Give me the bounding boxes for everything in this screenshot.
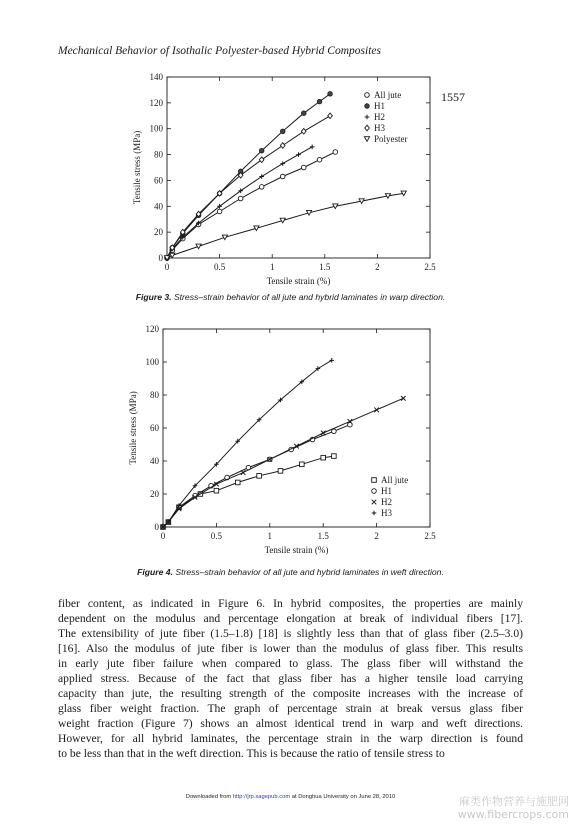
data-point-marker	[374, 408, 379, 413]
footer-suffix: at Donghua University on June 28, 2010	[290, 794, 396, 800]
text-line: weight fraction (Figure 7) shows an almost identical trend in warp and weft directions.	[58, 717, 523, 731]
text-line: dependent on the modulus and percentage elongation at break of individual fibers [17].	[58, 612, 523, 626]
data-point-marker	[365, 104, 370, 109]
data-point-marker	[170, 253, 175, 258]
data-point-marker	[280, 129, 285, 134]
data-point-marker	[301, 111, 306, 116]
data-point-marker	[301, 129, 306, 135]
x-tick-label: 0	[160, 531, 166, 541]
legend-label: H3	[374, 123, 385, 133]
y-tick-label: 100	[145, 357, 159, 367]
figure-4-caption-text: Stress–strain behavior of all jute and hybrid laminates in weft direction.	[175, 567, 444, 577]
data-point-marker	[333, 150, 338, 155]
text-line: glass fiber weight fraction. The graph of percentage strain at break versus glass fiber	[58, 702, 523, 716]
data-point-marker	[296, 152, 301, 157]
series-all-jute	[165, 150, 338, 261]
figure-3-caption	[0, 292, 581, 302]
text-line: [16]. Also the modulus of jute fiber is lower than the modulus of glass fiber. This results	[58, 642, 523, 656]
figure-3-caption-text: Stress–strain behavior of all jute and hybrid laminates in warp direction.	[173, 292, 446, 302]
series-h3	[165, 113, 333, 261]
data-point-marker	[332, 454, 337, 459]
y-tick-label: 80	[150, 390, 159, 400]
data-point-marker	[259, 185, 264, 190]
y-tick-label: 20	[150, 489, 159, 499]
data-point-marker	[310, 145, 315, 150]
y-axis-label: Tensile stress (MPa)	[128, 391, 138, 465]
data-point-marker	[364, 137, 369, 142]
data-point-marker	[372, 478, 377, 483]
legend-label: H2	[381, 497, 392, 507]
series-h2	[161, 396, 409, 529]
data-point-marker	[328, 92, 333, 97]
y-tick-label: 0	[158, 253, 163, 263]
plot-frame	[167, 77, 430, 258]
y-tick-label: 120	[149, 97, 163, 108]
x-axis-label: Tensile strain (%)	[266, 276, 331, 286]
figure-3-label: Figure 3.	[135, 292, 172, 302]
data-point-marker	[365, 93, 370, 98]
series-h1	[165, 92, 333, 261]
legend-label: Polyester	[374, 134, 408, 144]
y-tick-label: 40	[154, 201, 163, 212]
body-paragraph	[58, 596, 523, 762]
series-line	[167, 193, 404, 258]
y-axis-label: Tensile stress (MPa)	[132, 130, 142, 205]
data-point-marker	[301, 165, 306, 170]
figure-3-chart	[0, 70, 581, 292]
series-h2	[165, 145, 315, 261]
series-line	[167, 116, 330, 258]
legend-label: H1	[374, 101, 385, 111]
data-point-marker	[257, 474, 262, 479]
y-tick-label: 60	[154, 175, 163, 186]
figure-4-caption	[0, 567, 581, 577]
figure-4-chart	[0, 320, 581, 565]
data-point-marker	[401, 396, 406, 401]
text-line: The extensibility of jute fiber (1.5–1.8) [18] is slightly less than that of glass fiber (2.5–3.0)	[58, 627, 523, 641]
text-line: to be less than that in the weft direction. This is because the ratio of tensile stress to	[58, 747, 445, 761]
watermark-cn: 麻类作物营养与施肥网	[459, 795, 569, 808]
x-axis-label: Tensile strain (%)	[264, 545, 329, 555]
legend-label: H1	[381, 486, 392, 496]
data-point-marker	[317, 99, 322, 104]
text-line: capacity than jute, the resulting strength of the composite increases with the increase of	[58, 687, 523, 701]
x-tick-label: 1	[267, 531, 273, 541]
data-point-marker	[280, 161, 285, 166]
watermark	[458, 795, 569, 821]
y-tick-label: 140	[149, 72, 163, 82]
x-tick-label: 0.5	[210, 531, 223, 541]
page-number: 1557	[441, 90, 465, 104]
data-point-marker	[328, 113, 333, 119]
x-tick-label: 0	[164, 262, 170, 272]
text-line: applied stress. Because of the fact that glass fiber has a higher tensile load carrying	[58, 672, 523, 686]
legend	[364, 90, 407, 144]
x-tick-label: 2	[374, 531, 379, 541]
text-line: in early jute fiber failure when compared to glass. The glass fiber will withstand the	[58, 657, 523, 671]
data-point-marker	[321, 455, 326, 460]
y-tick-label: 40	[150, 456, 159, 466]
x-tick-label: 2	[375, 262, 380, 272]
y-tick-label: 60	[150, 423, 159, 433]
data-point-marker	[241, 470, 246, 475]
data-point-marker	[222, 235, 227, 240]
data-point-marker	[317, 157, 322, 162]
data-point-marker	[329, 358, 334, 363]
legend-label: All jute	[381, 475, 409, 485]
data-point-marker	[300, 462, 305, 467]
x-tick-label: 2.5	[424, 262, 436, 272]
figure-4-label: Figure 4.	[137, 567, 173, 577]
data-point-marker	[214, 488, 219, 493]
y-tick-label: 80	[154, 149, 163, 160]
data-point-marker	[365, 125, 370, 131]
y-tick-label: 0	[154, 522, 159, 532]
legend-label: H3	[381, 508, 392, 518]
data-point-marker	[321, 431, 326, 436]
series-line	[167, 94, 330, 258]
series-line	[163, 398, 403, 527]
text-line: However, for all hybrid laminates, the percentage strain in the warp direction is found	[58, 732, 523, 746]
x-tick-label: 2.5	[424, 531, 436, 541]
data-point-marker	[238, 196, 243, 201]
data-point-marker	[259, 148, 264, 153]
data-point-marker	[278, 469, 283, 474]
legend-label: H2	[374, 112, 385, 122]
legend-label: All jute	[374, 90, 402, 100]
y-tick-label: 20	[154, 227, 163, 238]
data-point-marker	[372, 511, 377, 516]
data-point-marker	[372, 500, 377, 505]
x-tick-label: 1.5	[317, 531, 329, 541]
x-tick-label: 1.5	[319, 262, 331, 272]
y-tick-label: 120	[145, 324, 159, 334]
data-point-marker	[372, 489, 377, 494]
x-tick-label: 1	[269, 262, 275, 272]
data-point-marker	[196, 244, 201, 249]
series-line	[167, 147, 312, 258]
data-point-marker	[332, 429, 337, 434]
x-tick-label: 0.5	[213, 262, 226, 272]
text-line: fiber content, as indicated in Figure 6. In hybrid composites, the properties are mainly	[58, 597, 523, 610]
running-title: Mechanical Behavior of Isothalic Polyester-based Hybrid Composites	[58, 45, 381, 57]
legend	[372, 475, 409, 518]
data-point-marker	[235, 480, 240, 485]
data-point-marker	[280, 174, 285, 179]
data-point-marker	[280, 218, 285, 223]
footer-prefix: Downloaded from	[185, 794, 233, 800]
data-point-marker	[280, 143, 285, 149]
data-point-marker	[259, 157, 264, 163]
watermark-url: www.fibercrops.com	[457, 808, 569, 821]
footer-link[interactable]: http://jrp.sagepub.com	[232, 794, 291, 800]
data-point-marker	[217, 209, 222, 214]
y-tick-label: 100	[149, 123, 163, 134]
data-point-marker	[365, 115, 370, 120]
